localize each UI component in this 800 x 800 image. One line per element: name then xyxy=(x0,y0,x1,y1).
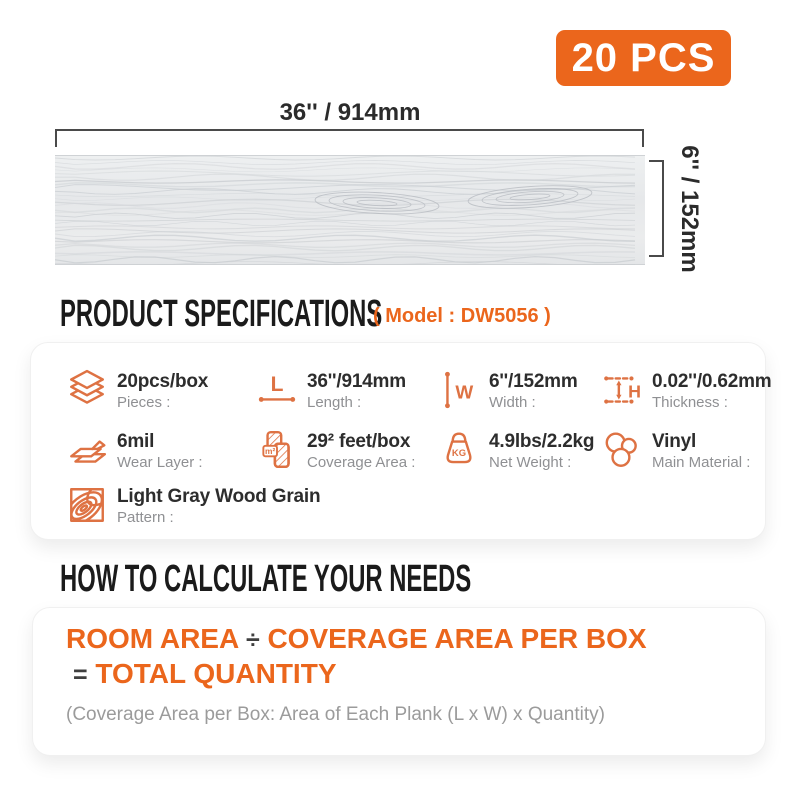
coverage-note: (Coverage Area per Box: Area of Each Plank (L x W) x Quantity) xyxy=(66,704,605,725)
spec-label: Main Material : xyxy=(652,454,751,471)
spec-value: 6mil xyxy=(117,431,155,452)
divide-sign: ÷ xyxy=(245,626,260,654)
spec-label: Coverage Area : xyxy=(307,454,416,471)
material-circles-icon xyxy=(601,429,643,471)
stacked-layers-icon xyxy=(66,369,108,411)
spec-value: 6''/152mm xyxy=(489,371,578,392)
specifications-title xyxy=(60,292,551,336)
spec-material xyxy=(601,429,750,471)
spec-pieces xyxy=(66,369,208,411)
net-weight-icon xyxy=(438,429,480,471)
spec-label: Thickness : xyxy=(652,394,728,411)
calculate-title xyxy=(60,557,647,601)
wood-grain-texture xyxy=(55,155,645,265)
formula-total-quantity: TOTAL QUANTITY xyxy=(95,658,337,689)
spec-width xyxy=(438,369,578,411)
formula-line-1 xyxy=(66,623,647,655)
coverage-area-icon xyxy=(256,429,298,471)
spec-pattern xyxy=(66,484,320,526)
spec-wear-layer xyxy=(66,429,203,471)
spec-value: 4.9lbs/2.2kg xyxy=(489,431,595,452)
spec-coverage-area xyxy=(256,429,415,471)
svg-text:L: L xyxy=(270,373,284,397)
svg-text:W: W xyxy=(455,382,474,404)
height-dimension-bracket xyxy=(649,160,664,257)
model-number: ( Model : DW5056 ) xyxy=(373,305,551,327)
specifications-title-text: PRODUCT SPECIFICATIONS xyxy=(60,292,383,335)
spec-value: 36''/914mm xyxy=(307,371,406,392)
width-dimension-bracket xyxy=(55,129,644,147)
svg-text:m²: m² xyxy=(265,445,276,456)
wood-grain-icon xyxy=(66,484,108,526)
spec-value: 20pcs/box xyxy=(117,371,209,392)
plank-height-dimension: 6'' / 152mm xyxy=(676,145,703,273)
spec-label: Net Weight : xyxy=(489,454,572,471)
spec-length xyxy=(256,369,406,411)
wear-layer-icon xyxy=(66,429,108,471)
formula-room-area: ROOM AREA xyxy=(66,623,239,654)
equals-sign: = xyxy=(73,661,88,689)
spec-label: Wear Layer : xyxy=(117,454,203,471)
formula-line-2 xyxy=(73,658,337,690)
spec-label: Width : xyxy=(489,394,536,411)
plank-image xyxy=(55,155,645,265)
spec-thickness xyxy=(601,369,771,411)
spec-label: Pieces : xyxy=(117,394,171,411)
calculation-card xyxy=(32,607,766,756)
length-arrow-icon xyxy=(256,369,298,411)
specifications-card xyxy=(30,342,772,540)
svg-text:H: H xyxy=(628,381,642,402)
spec-value: 0.02''/0.62mm xyxy=(652,371,772,392)
spec-label: Length : xyxy=(307,394,362,411)
quantity-badge: 20 PCS xyxy=(556,30,731,86)
thickness-arrow-icon xyxy=(601,369,643,411)
formula-coverage-area: COVERAGE AREA PER BOX xyxy=(267,623,647,654)
spec-value: Vinyl xyxy=(652,431,697,452)
svg-text:KG: KG xyxy=(451,447,467,459)
width-arrow-icon xyxy=(438,369,480,411)
plank-width-dimension: 36'' / 914mm xyxy=(279,99,421,126)
calculate-title-text: HOW TO CALCULATE YOUR NEEDS xyxy=(60,557,472,600)
spec-value: 29² feet/box xyxy=(307,431,411,452)
spec-value: Light Gray Wood Grain xyxy=(117,486,321,507)
spec-net-weight xyxy=(438,429,594,471)
spec-label: Pattern : xyxy=(117,509,174,526)
